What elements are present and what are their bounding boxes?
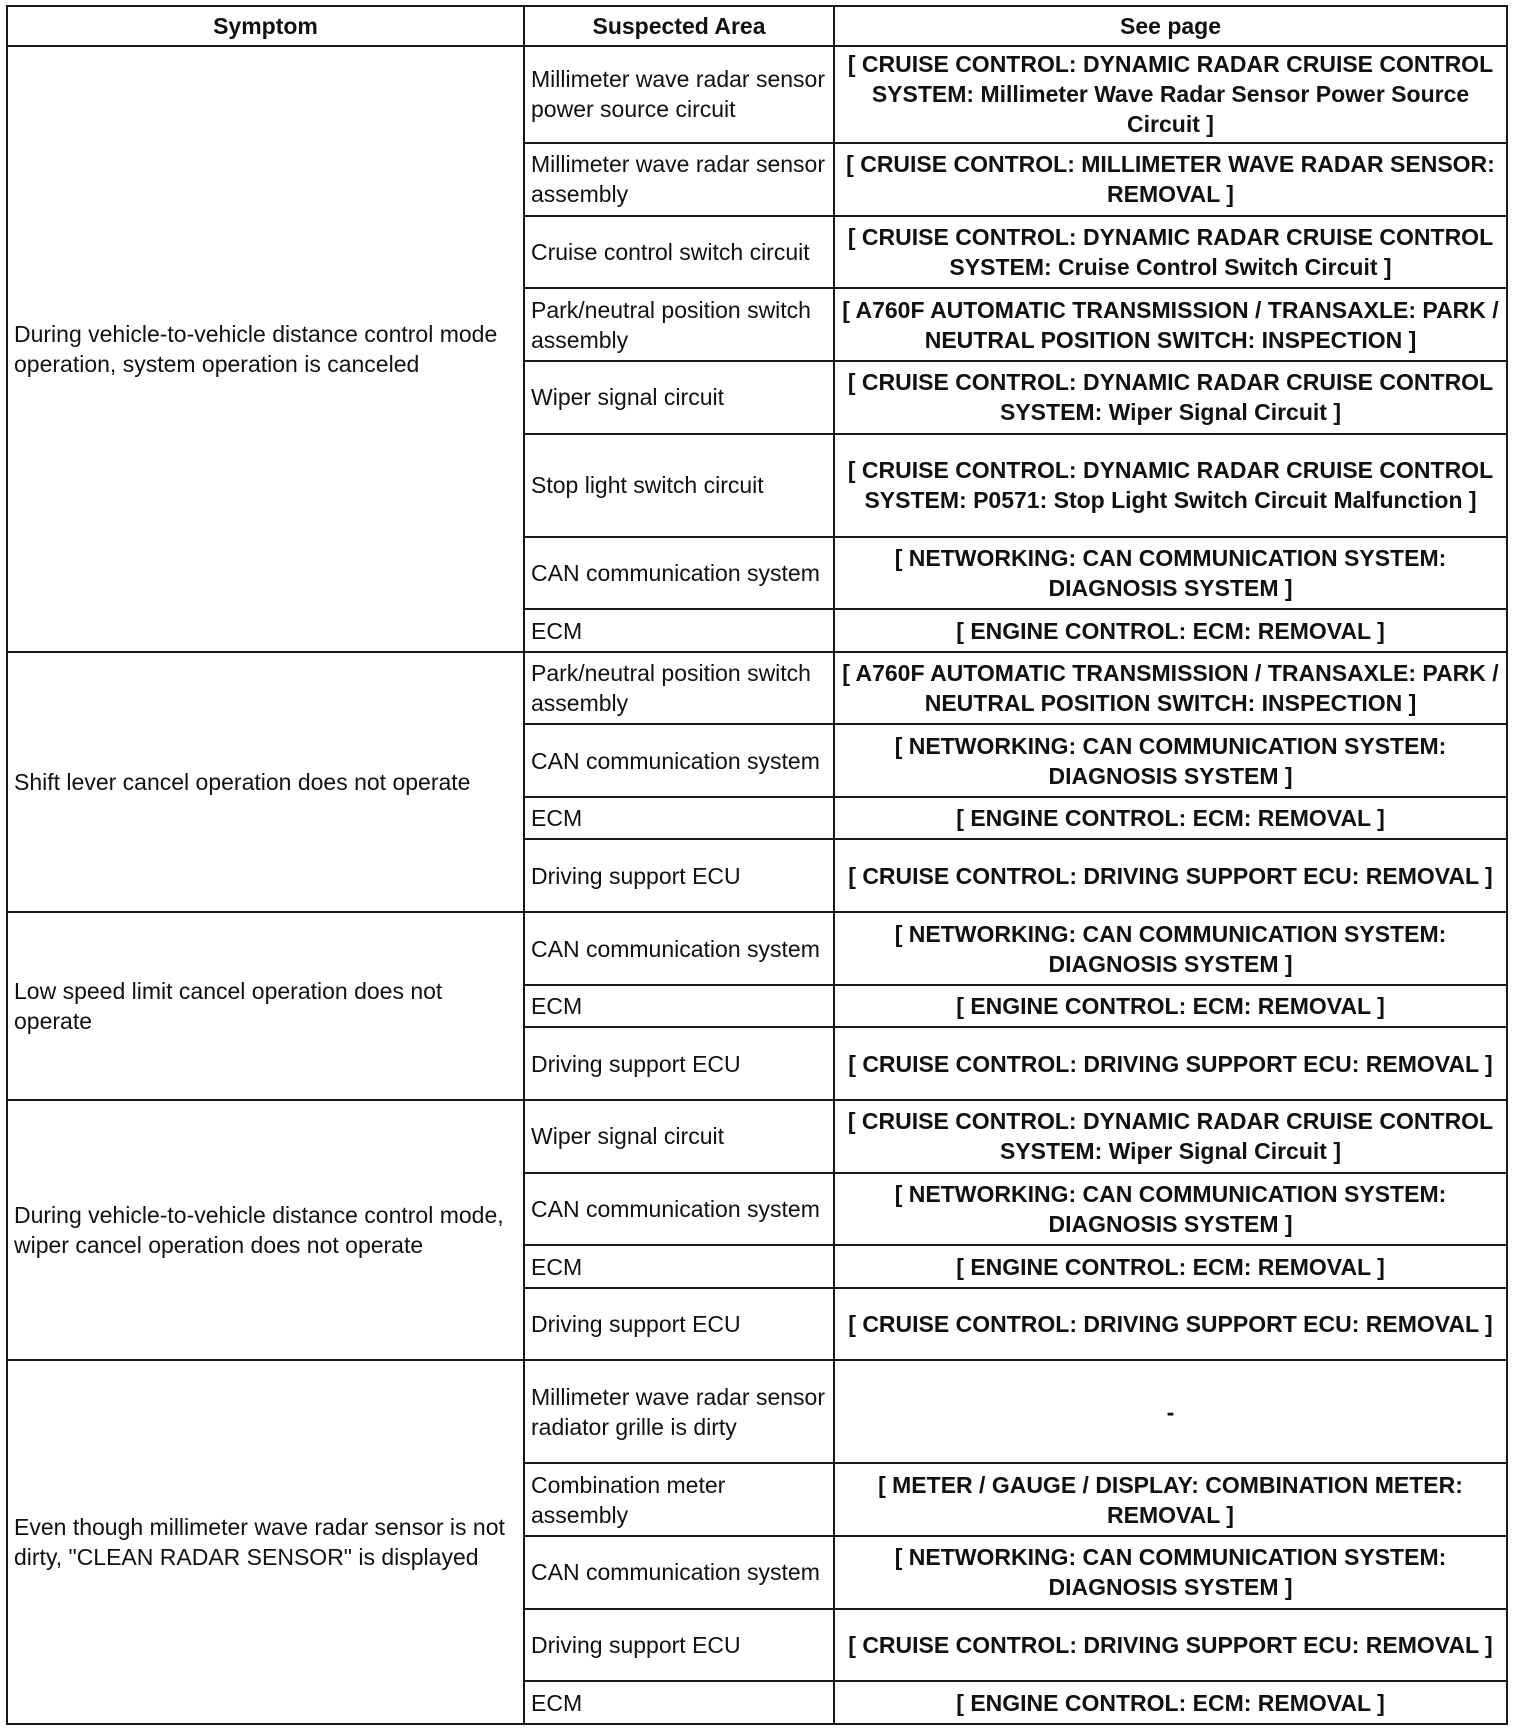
suspected-area-cell: Wiper signal circuit: [524, 1100, 834, 1173]
header-suspected-area: Suspected Area: [524, 6, 834, 46]
see-page-cell: [ ENGINE CONTROL: ECM: REMOVAL ]: [834, 985, 1507, 1027]
suspected-area-cell: ECM: [524, 609, 834, 651]
see-page-cell: [ ENGINE CONTROL: ECM: REMOVAL ]: [834, 1681, 1507, 1724]
suspected-area-cell: Millimeter wave radar sensor assembly: [524, 143, 834, 216]
see-page-cell: [ NETWORKING: CAN COMMUNICATION SYSTEM: DIAGNOSIS SYSTEM ]: [834, 912, 1507, 985]
header-row: [7, 6, 1507, 46]
see-page-cell: [ NETWORKING: CAN COMMUNICATION SYSTEM: DIAGNOSIS SYSTEM ]: [834, 1173, 1507, 1246]
see-page-cell: [ CRUISE CONTROL: DYNAMIC RADAR CRUISE CONTROL SYSTEM: P0571: Stop Light Switch Circuit Malfunction ]: [834, 434, 1507, 537]
suspected-area-cell: Driving support ECU: [524, 1609, 834, 1682]
troubleshooting-table: [6, 5, 1508, 1725]
suspected-area-cell: Millimeter wave radar sensor power source circuit: [524, 46, 834, 143]
symptom-cell: During vehicle-to-vehicle distance control mode, wiper cancel operation does not operate: [7, 1100, 524, 1360]
table-row: [7, 1360, 1507, 1463]
suspected-area-cell: CAN communication system: [524, 724, 834, 797]
table-row: [7, 652, 1507, 725]
table-body: [7, 46, 1507, 1724]
suspected-area-cell: Stop light switch circuit: [524, 434, 834, 537]
see-page-cell: [ CRUISE CONTROL: DRIVING SUPPORT ECU: REMOVAL ]: [834, 1027, 1507, 1100]
symptom-cell: Shift lever cancel operation does not operate: [7, 652, 524, 912]
see-page-cell: [ CRUISE CONTROL: DRIVING SUPPORT ECU: REMOVAL ]: [834, 1609, 1507, 1682]
table-row: [7, 46, 1507, 143]
suspected-area-cell: Millimeter wave radar sensor radiator grille is dirty: [524, 1360, 834, 1463]
suspected-area-cell: Driving support ECU: [524, 1027, 834, 1100]
suspected-area-cell: ECM: [524, 1681, 834, 1724]
see-page-cell: [ ENGINE CONTROL: ECM: REMOVAL ]: [834, 1245, 1507, 1287]
table-row: [7, 1100, 1507, 1173]
see-page-cell: [ CRUISE CONTROL: DYNAMIC RADAR CRUISE CONTROL SYSTEM: Cruise Control Switch Circuit ]: [834, 216, 1507, 289]
see-page-cell: [ A760F AUTOMATIC TRANSMISSION / TRANSAXLE: PARK / NEUTRAL POSITION SWITCH: INSPECTION ]: [834, 288, 1507, 361]
see-page-cell: -: [834, 1360, 1507, 1463]
see-page-cell: [ NETWORKING: CAN COMMUNICATION SYSTEM: DIAGNOSIS SYSTEM ]: [834, 724, 1507, 797]
suspected-area-cell: CAN communication system: [524, 912, 834, 985]
suspected-area-cell: Cruise control switch circuit: [524, 216, 834, 289]
symptom-cell: Low speed limit cancel operation does not operate: [7, 912, 524, 1100]
see-page-cell: [ CRUISE CONTROL: DYNAMIC RADAR CRUISE CONTROL SYSTEM: Wiper Signal Circuit ]: [834, 361, 1507, 434]
table-header: [7, 6, 1507, 46]
suspected-area-cell: Park/neutral position switch assembly: [524, 652, 834, 725]
suspected-area-cell: Combination meter assembly: [524, 1463, 834, 1536]
header-see-page: See page: [834, 6, 1507, 46]
suspected-area-cell: CAN communication system: [524, 537, 834, 610]
see-page-cell: [ METER / GAUGE / DISPLAY: COMBINATION METER: REMOVAL ]: [834, 1463, 1507, 1536]
see-page-cell: [ CRUISE CONTROL: MILLIMETER WAVE RADAR SENSOR: REMOVAL ]: [834, 143, 1507, 216]
see-page-cell: [ CRUISE CONTROL: DYNAMIC RADAR CRUISE CONTROL SYSTEM: Millimeter Wave Radar Sensor Power Source Circuit ]: [834, 46, 1507, 143]
see-page-cell: [ CRUISE CONTROL: DRIVING SUPPORT ECU: REMOVAL ]: [834, 1288, 1507, 1361]
suspected-area-cell: ECM: [524, 985, 834, 1027]
suspected-area-cell: ECM: [524, 797, 834, 839]
table-row: [7, 912, 1507, 985]
see-page-cell: [ ENGINE CONTROL: ECM: REMOVAL ]: [834, 797, 1507, 839]
suspected-area-cell: CAN communication system: [524, 1173, 834, 1246]
header-symptom: Symptom: [7, 6, 524, 46]
suspected-area-cell: Wiper signal circuit: [524, 361, 834, 434]
see-page-cell: [ NETWORKING: CAN COMMUNICATION SYSTEM: DIAGNOSIS SYSTEM ]: [834, 1536, 1507, 1609]
suspected-area-cell: Park/neutral position switch assembly: [524, 288, 834, 361]
suspected-area-cell: Driving support ECU: [524, 1288, 834, 1361]
see-page-cell: [ ENGINE CONTROL: ECM: REMOVAL ]: [834, 609, 1507, 651]
see-page-cell: [ NETWORKING: CAN COMMUNICATION SYSTEM: DIAGNOSIS SYSTEM ]: [834, 537, 1507, 610]
see-page-cell: [ CRUISE CONTROL: DYNAMIC RADAR CRUISE CONTROL SYSTEM: Wiper Signal Circuit ]: [834, 1100, 1507, 1173]
see-page-cell: [ CRUISE CONTROL: DRIVING SUPPORT ECU: REMOVAL ]: [834, 839, 1507, 912]
symptom-cell: During vehicle-to-vehicle distance control mode operation, system operation is canceled: [7, 46, 524, 652]
symptom-cell: Even though millimeter wave radar sensor is not dirty, "CLEAN RADAR SENSOR" is displayed: [7, 1360, 524, 1724]
suspected-area-cell: ECM: [524, 1245, 834, 1287]
suspected-area-cell: CAN communication system: [524, 1536, 834, 1609]
see-page-cell: [ A760F AUTOMATIC TRANSMISSION / TRANSAXLE: PARK / NEUTRAL POSITION SWITCH: INSPECTION ]: [834, 652, 1507, 725]
suspected-area-cell: Driving support ECU: [524, 839, 834, 912]
